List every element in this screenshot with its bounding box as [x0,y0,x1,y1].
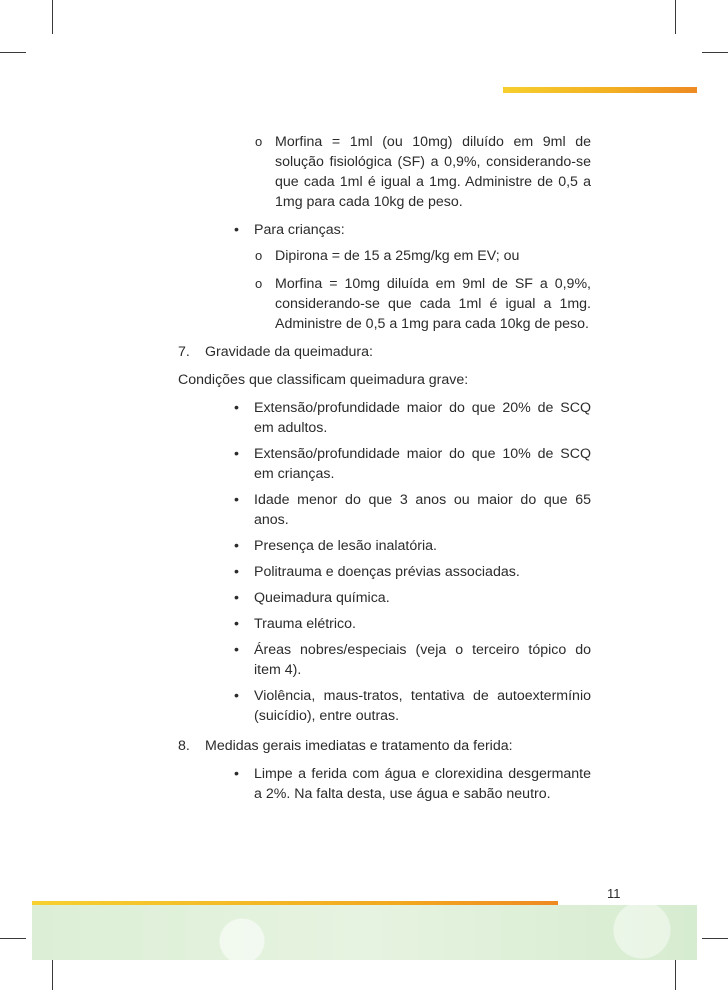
page-body [178,132,591,810]
list-item [178,686,591,726]
severe-item: Presença de lesão inalatória. [254,538,437,554]
severe-item: Extensão/profundidade maior do que 20% de SCQ em adultos. [254,400,591,436]
header-accent-bar [503,87,697,93]
section-title: Medidas gerais imediatas e tratamento da ferida: [205,738,513,754]
list-item [178,444,591,484]
paragraph: Condições que classificam queimadura grave: [178,372,469,388]
crop-mark [675,956,676,990]
severe-item: Áreas nobres/especiais (veja o terceiro tópico do item 4). [254,642,591,678]
severe-item: Queimadura química. [254,590,390,606]
list-item [178,220,591,240]
bullet-icon: • [234,590,239,606]
sub-bullet-icon: o [255,276,263,291]
bullet-icon: • [234,688,239,704]
children-item: Dipirona = de 15 a 25mg/kg em EV; ou [275,248,520,264]
list-item [178,246,591,266]
crop-mark [702,52,728,53]
crop-mark [0,938,26,939]
bullet-icon: • [234,538,239,554]
list-item [178,640,591,680]
bullet-icon: • [234,400,239,416]
severe-item: Extensão/profundidade maior do que 10% de SCQ em crianças. [254,446,591,482]
severe-item: Violência, maus-tratos, tentativa de autoextermínio (suicídio), entre outras. [254,688,591,724]
crop-mark [702,938,728,939]
section-heading [178,736,591,756]
list-item [178,490,591,530]
section-heading [178,342,591,362]
list-item [178,132,591,212]
bullet-icon: • [234,642,239,658]
wound-item: Limpe a ferida com água e clorexidina desgermante a 2%. Na falta desta, use água e sabão neutro. [254,766,591,802]
list-item [178,588,591,608]
children-item: Morfina = 10mg diluída em 9ml de SF a 0,9%, considerando-se que cada 1ml é igual a 1mg. Administre de 0,5 a 1mg para cada 10kg de peso. [275,276,591,332]
sub-bullet-icon: o [255,134,263,149]
bullet-icon: • [234,766,239,782]
list-item [178,562,591,582]
bullet-icon: • [234,564,239,580]
severe-item: Trauma elétrico. [254,616,356,632]
morphine-adult-text: Morfina = 1ml (ou 10mg) diluído em 9ml de solução fisiológica (SF) a 0,9%, considerando-se que cada 1ml é igual a 1mg. Administre de 0,5 a 1mg para cada 10kg de peso. [275,134,591,210]
bullet-icon: • [234,492,239,508]
section-number: 8. [178,738,190,754]
severe-item: Politrauma e doenças prévias associadas. [254,564,520,580]
page-number: 11 [607,886,621,901]
section-title: Gravidade da queimadura: [205,344,373,360]
severe-item: Idade menor do que 3 anos ou maior do que 65 anos. [254,492,591,528]
children-label: Para crianças: [254,222,345,238]
crop-mark [0,52,26,53]
sub-bullet-icon: o [255,248,263,263]
list-item [178,536,591,556]
bullet-icon: • [234,222,239,238]
list-item [178,764,591,804]
list-item [178,614,591,634]
footer-band [32,905,697,960]
list-item [178,398,591,438]
crop-mark [675,0,676,34]
crop-mark [52,956,53,990]
bullet-icon: • [234,616,239,632]
section-number: 7. [178,344,190,360]
bullet-icon: • [234,446,239,462]
list-item [178,274,591,334]
crop-mark [52,0,53,34]
